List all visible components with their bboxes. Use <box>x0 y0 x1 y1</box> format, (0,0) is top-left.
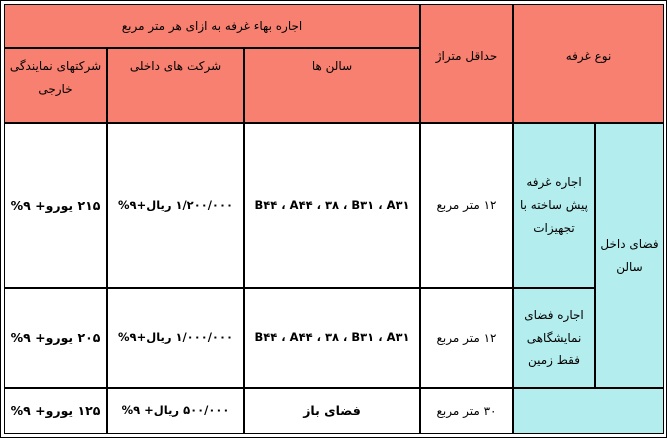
row3-min-area <box>420 388 513 434</box>
row3-foreign-price-text: ۱۲۵ یورو+ ۹% <box>10 403 101 419</box>
min-area-header <box>420 4 513 123</box>
domestic-companies-header-text: شرکت های داخلی <box>129 59 222 73</box>
indoor-hall-label <box>595 123 664 388</box>
row2-min-area-text: ۱۲ متر مربع <box>436 330 497 345</box>
row1-min-area-text: ۱۲ متر مربع <box>436 198 497 213</box>
row1-room-type-text: اجاره غرفه پیش ساخته با تجهیزات <box>519 175 589 235</box>
row2-room-type-text: اجاره فضای نمایشگاهی فقط زمین <box>524 307 584 368</box>
halls-header-text: سالن ها <box>311 59 353 73</box>
row3-domestic-price <box>107 388 244 434</box>
row1-min-area <box>420 123 513 288</box>
row1-domestic-price <box>107 123 244 288</box>
row1-foreign-price-text: ۲۱۵ یورو+ ۹% <box>10 197 101 213</box>
rent-group-header-text: اجاره بهاء غرفه به ازای هر متر مربع <box>121 18 303 33</box>
foreign-companies-header <box>4 48 107 123</box>
row1-domestic-price-text: ۱/۲۰۰/۰۰۰ ریال+۹% <box>118 197 233 212</box>
row3-foreign-price <box>4 388 107 434</box>
row2-halls-text: B۴۴ ، A۴۴ ، ۳۸ ، B۳۱ ، A۳۱ <box>254 330 410 345</box>
row2-domestic-price-text: ۱/۰۰۰/۰۰۰ ریال+۹% <box>118 330 233 345</box>
foreign-companies-header-text: شرکتهای نمایندگی خارجی <box>9 59 102 96</box>
row1-halls-text: B۴۴ ، A۴۴ ، ۳۸ ، B۳۱ ، A۳۱ <box>254 197 410 212</box>
row2-room-type <box>513 288 595 388</box>
row1-room-type <box>513 123 595 288</box>
row2-foreign-price-text: ۲۰۵ یورو+ ۹% <box>10 330 101 346</box>
row1-halls <box>244 123 420 288</box>
halls-header <box>244 48 420 123</box>
row3-halls <box>244 388 420 434</box>
row3-min-area-text: ۳۰ متر مربع <box>436 403 497 418</box>
room-type-header-text: نوع غرفه <box>565 49 612 63</box>
indoor-hall-label-text: فضای داخل سالن <box>600 236 659 274</box>
rent-group-header <box>4 4 420 48</box>
room-type-header <box>513 4 664 123</box>
row2-foreign-price <box>4 288 107 388</box>
row1-foreign-price <box>4 123 107 288</box>
row2-min-area <box>420 288 513 388</box>
row3-halls-text: فضای باز <box>303 403 361 419</box>
row3-domestic-price-text: ۵۰۰/۰۰۰ ریال+ ۹% <box>121 403 230 418</box>
row3-room-type <box>513 388 664 434</box>
row2-halls <box>244 288 420 388</box>
domestic-companies-header <box>107 48 244 123</box>
row2-domestic-price <box>107 288 244 388</box>
min-area-header-text: حداقل متراژ <box>435 49 498 63</box>
